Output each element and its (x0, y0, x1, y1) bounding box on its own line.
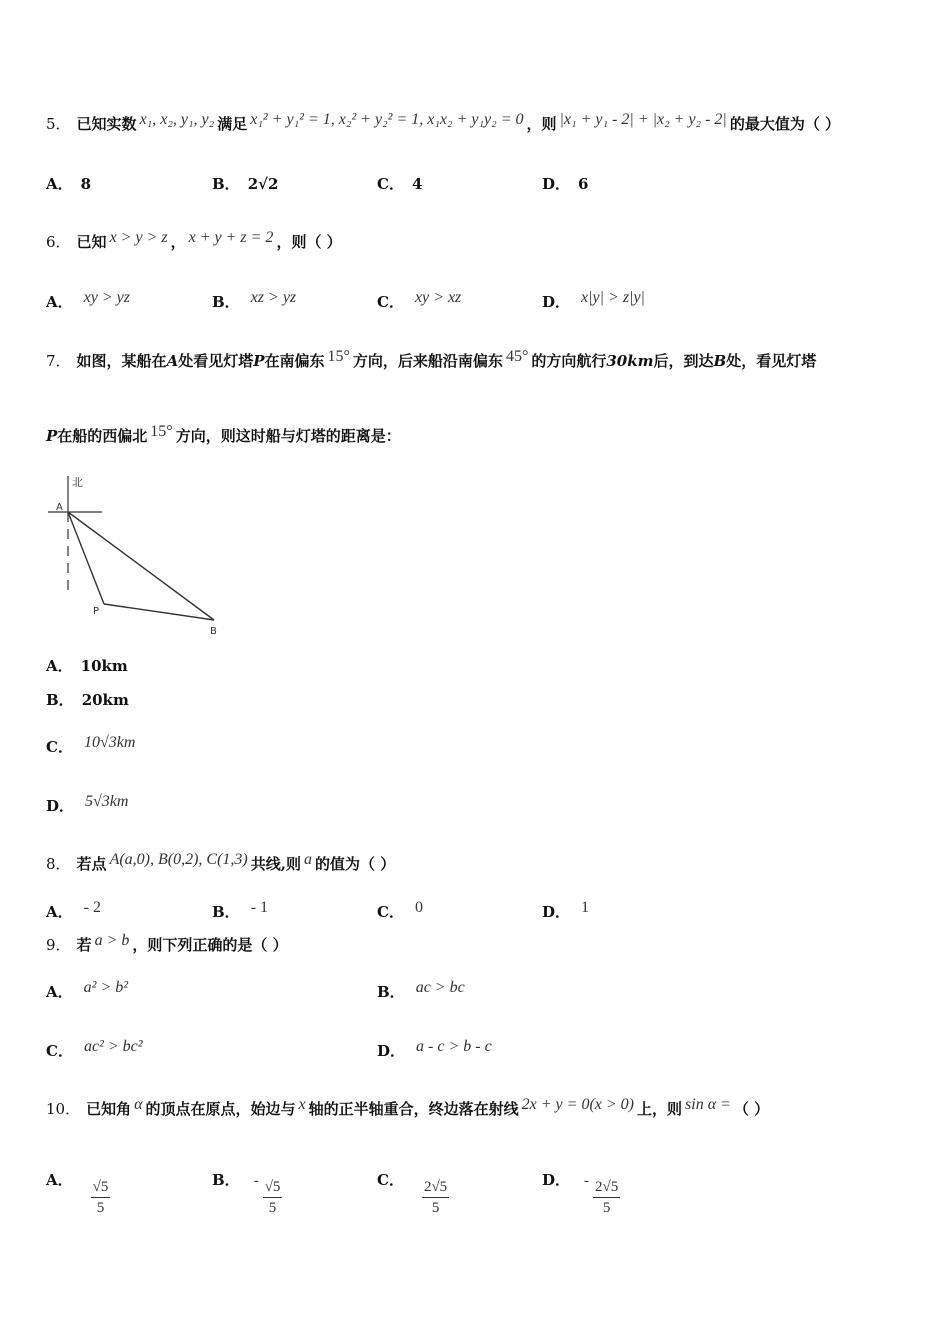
ship-lighthouse-diagram (46, 470, 226, 640)
question-text: 若点 (76, 855, 107, 873)
option-label: B． (212, 293, 240, 311)
option-label: B． (212, 903, 240, 921)
question-7 (46, 348, 910, 372)
question-text: 如图，某船在 (76, 352, 167, 370)
option-label: D． (542, 293, 571, 311)
option-b[interactable] (212, 1170, 282, 1216)
option-c[interactable] (46, 1038, 146, 1062)
fraction-denominator: 5 (602, 1200, 611, 1216)
question-text: 满足 (217, 115, 248, 133)
option-label: C． (377, 1171, 404, 1189)
question-text: 若 (76, 936, 92, 954)
question-7-line-2 (46, 423, 910, 447)
option-value: - 2 (83, 899, 101, 916)
option-b[interactable] (46, 690, 129, 710)
math-expression: x (298, 1096, 306, 1113)
option-d[interactable] (377, 1038, 495, 1062)
question-text: 处，看见灯塔 (726, 352, 817, 370)
question-text: 方向，后来船沿南偏东 (352, 352, 503, 370)
question-number: 9． (46, 936, 71, 954)
question-8 (46, 851, 910, 875)
option-value: xy > xz (414, 289, 462, 306)
option-value: 10km (80, 657, 128, 675)
option-a[interactable] (46, 899, 104, 923)
fraction-denominator: 5 (431, 1200, 440, 1216)
option-label: A． (46, 175, 73, 193)
option-label: A． (46, 1171, 73, 1189)
option-d[interactable] (542, 174, 588, 194)
option-c[interactable] (377, 1170, 449, 1216)
fraction-numerator: 2√5 (422, 1177, 449, 1198)
option-label: B． (377, 983, 405, 1001)
fraction (263, 1177, 283, 1218)
fraction-numerator: 2√5 (593, 1177, 620, 1198)
fraction (91, 1177, 111, 1218)
question-text: （ ） (733, 1100, 770, 1118)
option-d[interactable] (46, 793, 131, 817)
option-a[interactable] (46, 174, 91, 194)
question-text: 已知 (76, 233, 107, 251)
question-text: 在船的西偏北 (57, 427, 148, 445)
option-label: B． (46, 691, 74, 709)
question-number: 7． (46, 352, 71, 370)
question-text: 共线,则 (250, 855, 301, 873)
question-number: 5． (46, 115, 71, 133)
option-c[interactable] (377, 174, 422, 194)
option-value: a - c > b - c (416, 1038, 492, 1055)
question-text: 上，则 (637, 1100, 683, 1118)
question-text: 已知实数 (76, 115, 137, 133)
fraction (422, 1177, 449, 1218)
question-text: 已知角 (86, 1100, 132, 1118)
point-label: P (46, 427, 58, 445)
option-d[interactable] (542, 289, 648, 313)
question-text: ， (170, 233, 186, 251)
option-value: 0 (414, 899, 423, 916)
fraction (593, 1177, 620, 1218)
point-label: A (166, 352, 179, 370)
option-a[interactable] (46, 289, 133, 313)
math-expression: a (303, 851, 312, 868)
option-a[interactable] (46, 656, 128, 676)
question-text: 在南偏东 (264, 352, 325, 370)
option-value: xy > yz (83, 289, 130, 306)
question-text: 的顶点在原点，始边与 (145, 1100, 296, 1118)
question-number: 6． (46, 233, 71, 251)
option-value: 8 (80, 175, 92, 193)
math-expression: 15° (150, 423, 173, 440)
option-value: 10√3km (83, 734, 136, 751)
question-number: 10． (46, 1100, 81, 1118)
question-text: 方向，则这时船与灯塔的距离是： (175, 427, 401, 445)
option-b[interactable] (377, 979, 468, 1003)
math-expression: 2x + y = 0(x > 0) (521, 1096, 635, 1113)
question-10 (46, 1096, 910, 1120)
math-expression: x + y + z = 2 (188, 229, 274, 246)
option-c[interactable] (46, 734, 138, 758)
point-label: B (713, 352, 727, 370)
point-a-label: A (56, 502, 63, 513)
point-b-label: B (210, 626, 217, 637)
math-expression: |x₁ + y₁ - 2| + |x₂ + y₂ - 2| (559, 111, 727, 128)
option-b[interactable] (212, 899, 271, 923)
option-value: 5√3km (85, 793, 129, 810)
option-sign: - (253, 1173, 259, 1189)
question-text: 处看见灯塔 (178, 352, 254, 370)
question-text: ，则（ ） (276, 233, 342, 251)
north-label: 北 (72, 476, 83, 489)
question-5 (46, 111, 910, 135)
option-sign: - (584, 1173, 590, 1189)
point-label: P (253, 352, 265, 370)
option-label: D． (542, 1171, 571, 1189)
option-value: 6 (578, 175, 589, 193)
option-label: D． (542, 175, 571, 193)
option-value: 1 (581, 899, 590, 916)
option-label: B． (212, 175, 240, 193)
question-6 (46, 229, 910, 253)
question-9 (46, 932, 910, 956)
option-d[interactable] (542, 899, 592, 923)
option-label: C． (377, 175, 404, 193)
option-c[interactable] (377, 899, 426, 923)
question-text: 后，到达 (653, 352, 714, 370)
distance: 30km (606, 352, 654, 370)
math-expression: A(a,0), B(0,2), C(1,3) (109, 851, 248, 868)
option-label: A． (46, 657, 73, 675)
option-label: D． (46, 797, 75, 815)
fraction-denominator: 5 (268, 1200, 277, 1216)
segment-pb (104, 604, 214, 620)
segment-ab (68, 512, 214, 620)
option-value: 20km (81, 691, 129, 709)
option-a[interactable] (46, 1170, 110, 1216)
math-expression: α (134, 1096, 143, 1113)
question-text: ，则 (526, 115, 557, 133)
option-label: B． (212, 1171, 240, 1189)
question-text: 的值为（ ） (314, 855, 396, 873)
option-c[interactable] (377, 289, 464, 313)
option-value: xz > yz (250, 289, 297, 306)
math-expression: a > b (94, 932, 130, 949)
option-value: x|y| > z|y| (581, 289, 645, 306)
math-expression: x₁² + y₁² = 1, x₂² + y₂² = 1, x₁x₂ + y₁y₂ = 0 (250, 111, 524, 128)
option-label: A． (46, 293, 73, 311)
option-value: 2√2 (247, 175, 279, 193)
option-label: A． (46, 983, 73, 1001)
option-value: ac² > bc² (83, 1038, 143, 1055)
option-label: C． (46, 1042, 73, 1060)
fraction-denominator: 5 (96, 1200, 105, 1216)
fraction-numerator: √5 (263, 1177, 283, 1198)
math-expression: x > y > z (109, 229, 168, 246)
question-text: 的最大值为（ ） (729, 115, 841, 133)
math-expression: sin α = (685, 1096, 731, 1113)
question-number: 8． (46, 855, 71, 873)
option-b[interactable] (212, 174, 278, 194)
option-value: 4 (411, 175, 423, 193)
question-text: 轴的正半轴重合，终边落在射线 (308, 1100, 519, 1118)
question-text: 的方向航行 (531, 352, 607, 370)
math-expression: x₁, x₂, y₁, y₂ (139, 111, 215, 128)
option-label: C． (377, 293, 404, 311)
question-text: ，则下列正确的是（ ） (132, 936, 288, 954)
fraction-numerator: √5 (91, 1177, 111, 1198)
option-label: A． (46, 903, 73, 921)
option-label: D． (542, 903, 571, 921)
math-expression: 15° (327, 348, 350, 365)
option-d[interactable] (542, 1170, 620, 1216)
option-label: D． (377, 1042, 406, 1060)
option-b[interactable] (212, 289, 299, 313)
point-p-label: P (93, 606, 100, 617)
option-label: C． (46, 738, 73, 756)
option-value: - 1 (250, 899, 269, 916)
option-value: a² > b² (83, 979, 129, 996)
option-label: C． (377, 903, 404, 921)
math-expression: 45° (505, 348, 529, 365)
option-a[interactable] (46, 979, 131, 1003)
option-value: ac > bc (415, 979, 465, 996)
